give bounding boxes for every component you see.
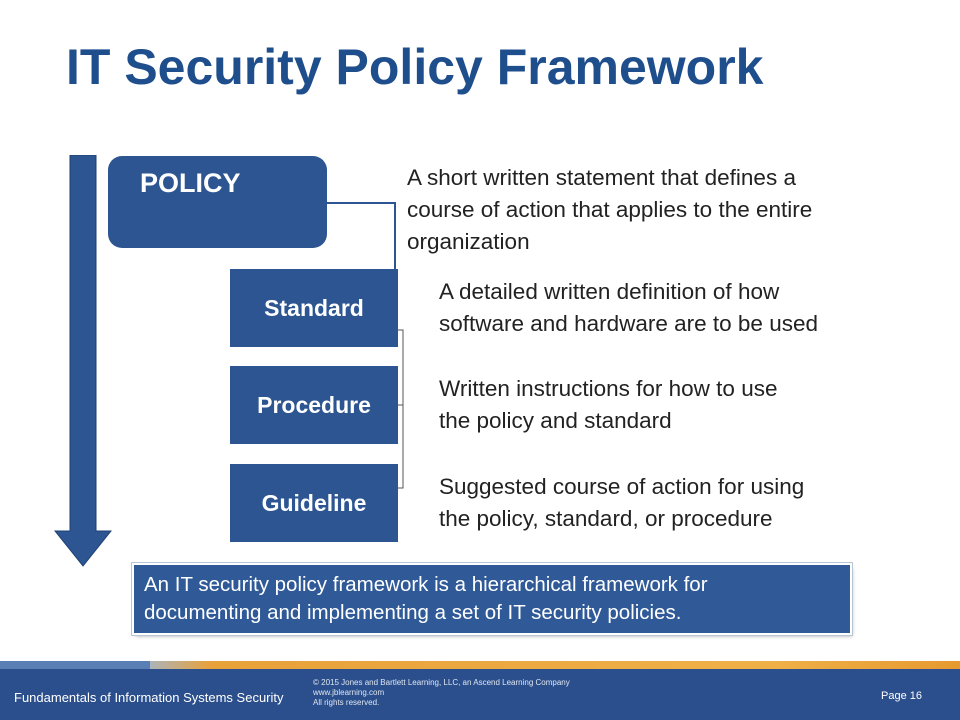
footer-bar xyxy=(0,663,960,720)
slide-title: IT Security Policy Framework xyxy=(66,39,764,95)
copyright-notice xyxy=(313,678,570,708)
copyright-line: All rights reserved. xyxy=(313,698,380,707)
description-line: the policy and standard xyxy=(439,408,672,433)
description-line: course of action that applies to the entire xyxy=(407,197,813,222)
description-line: Written instructions for how to use xyxy=(439,376,778,401)
description-line: A short written statement that defines a xyxy=(407,165,796,190)
description-line: the policy, standard, or procedure xyxy=(439,506,773,531)
standard-label: Standard xyxy=(264,294,364,321)
procedure-label: Procedure xyxy=(257,391,371,418)
description-line: software and hardware are to be used xyxy=(439,311,818,336)
procedure-box xyxy=(230,366,398,444)
policy-description xyxy=(407,162,812,258)
standard-box xyxy=(230,269,398,347)
procedure-description xyxy=(439,373,777,437)
policy-box xyxy=(108,156,327,248)
callout-line: An IT security policy framework is a hierarchical framework for xyxy=(144,573,708,596)
policy-label: POLICY xyxy=(140,168,241,198)
summary-callout xyxy=(134,565,850,633)
footer-accent-stripe-left xyxy=(0,661,150,669)
copyright-line: www.jblearning.com xyxy=(313,688,385,697)
standard-description xyxy=(439,276,818,340)
guideline-box xyxy=(230,464,398,542)
description-line: Suggested course of action for using xyxy=(439,474,805,499)
course-title: Fundamentals of Information Systems Security xyxy=(14,690,284,705)
description-line: organization xyxy=(407,229,530,254)
copyright-line: © 2015 Jones and Bartlett Learning, LLC, an Ascend Learning Company xyxy=(313,678,570,687)
guideline-label: Guideline xyxy=(261,489,367,516)
callout-line: documenting and implementing a set of IT security policies. xyxy=(144,601,682,624)
description-line: A detailed written definition of how xyxy=(439,279,780,304)
guideline-description xyxy=(439,471,804,535)
page-number: Page 16 xyxy=(881,690,922,702)
